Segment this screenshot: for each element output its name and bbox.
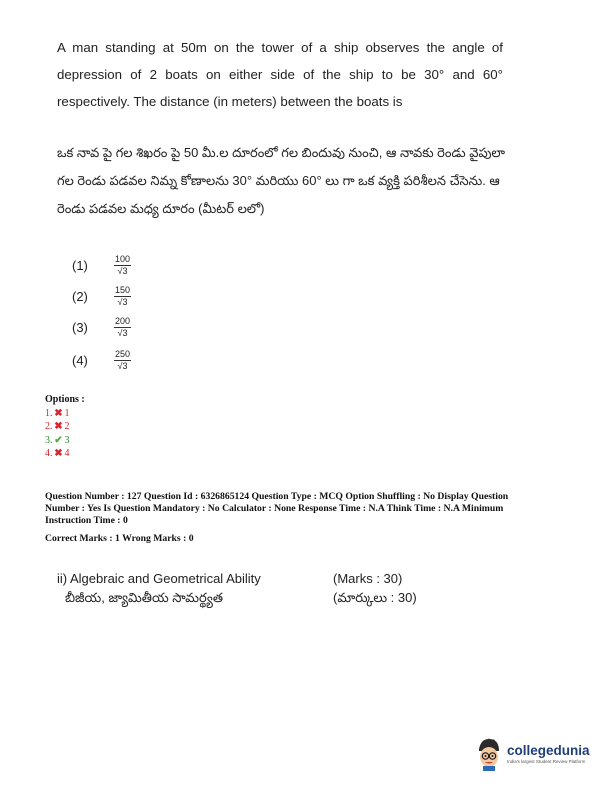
cross-icon: ✖ <box>54 448 63 459</box>
metadata-line: Number : Yes Is Question Mandatory : No Calculator : None Response Time : N.A Think Time : N.A Minimum <box>45 503 504 515</box>
cross-icon: ✖ <box>54 407 63 419</box>
question-text-telugu: ఒక నావ పై గల శిఖరం పై 50 మీ.ల దూరంలో గల బిందువు నుంచి, ఆ నావకు రెండు వైపులా గల రెండు పడవల నిమ్న కోణాలను 30° మరియు 60° లు గా ఒక వ్యక్తి పరిశీలన చేసెను. ఆ రెండు పడవల మధ్య దూరం (మీటర్ లలో) <box>57 145 506 216</box>
section-marks-telugu: (మార్కులు : 30) <box>333 590 417 605</box>
section-title-english: ii) Algebraic and Geometrical Ability <box>57 571 261 586</box>
section-title-telugu: బీజీయ, జ్యామితీయ సామర్థ్యత <box>65 590 223 605</box>
choice-1 <box>72 250 131 280</box>
metadata-line: Instruction Time : 0 <box>45 515 128 527</box>
option-value: 2 <box>64 421 70 432</box>
student-mascot-icon <box>475 735 503 773</box>
choice-3 <box>72 312 131 342</box>
section-marks-english: (Marks : 30) <box>333 571 403 586</box>
brand-name: collegedunia <box>507 743 590 758</box>
fraction-denominator: √3 <box>117 360 128 371</box>
option-item-4 <box>45 447 85 461</box>
choice-4 <box>72 345 131 375</box>
option-label: 1. <box>45 407 53 419</box>
option-item-1 <box>45 407 85 421</box>
option-label: 3. <box>45 434 53 446</box>
fraction-denominator: √3 <box>117 296 128 307</box>
choice-number: (3) <box>72 319 88 335</box>
option-label: 2. <box>45 421 53 432</box>
options-list <box>45 393 85 461</box>
fraction-numerator: 250 <box>115 348 131 359</box>
option-item-2 <box>45 420 85 434</box>
collegedunia-watermark <box>475 735 590 773</box>
question-metadata <box>45 491 565 528</box>
option-label: 4. <box>45 448 53 459</box>
choice-fraction <box>114 349 131 372</box>
metadata-line: Question Number : 127 Question Id : 6326865124 Question Type : MCQ Option Shuffling : No Display Question <box>45 491 509 502</box>
check-icon: ✔ <box>54 434 63 446</box>
choice-number: (4) <box>72 352 88 368</box>
choice-number: (1) <box>72 257 88 273</box>
choice-fraction <box>114 285 131 308</box>
choice-number: (2) <box>72 288 88 304</box>
choice-fraction <box>114 254 131 277</box>
fraction-numerator: 100 <box>115 253 131 264</box>
choice-2 <box>72 281 131 311</box>
option-value: 3 <box>64 434 70 446</box>
option-value: 4 <box>64 448 70 459</box>
options-title: Options : <box>45 394 85 405</box>
brand-tagline: India's largest Student Review Platform <box>507 759 586 764</box>
cross-icon: ✖ <box>54 421 63 432</box>
fraction-numerator: 200 <box>115 315 131 326</box>
marks-info: Correct Marks : 1 Wrong Marks : 0 <box>45 533 194 544</box>
option-item-3 <box>45 434 85 448</box>
fraction-numerator: 150 <box>115 284 131 295</box>
question-text-english: A man standing at 50m on the tower of a ship observes the angle of depression of 2 boats on either side of the ship to be 30° and 60° respectively. The distance (in meters) between the boats is <box>57 40 503 109</box>
choice-fraction <box>114 316 131 339</box>
option-value: 1 <box>64 407 70 419</box>
fraction-denominator: √3 <box>117 327 128 338</box>
fraction-denominator: √3 <box>117 265 128 276</box>
